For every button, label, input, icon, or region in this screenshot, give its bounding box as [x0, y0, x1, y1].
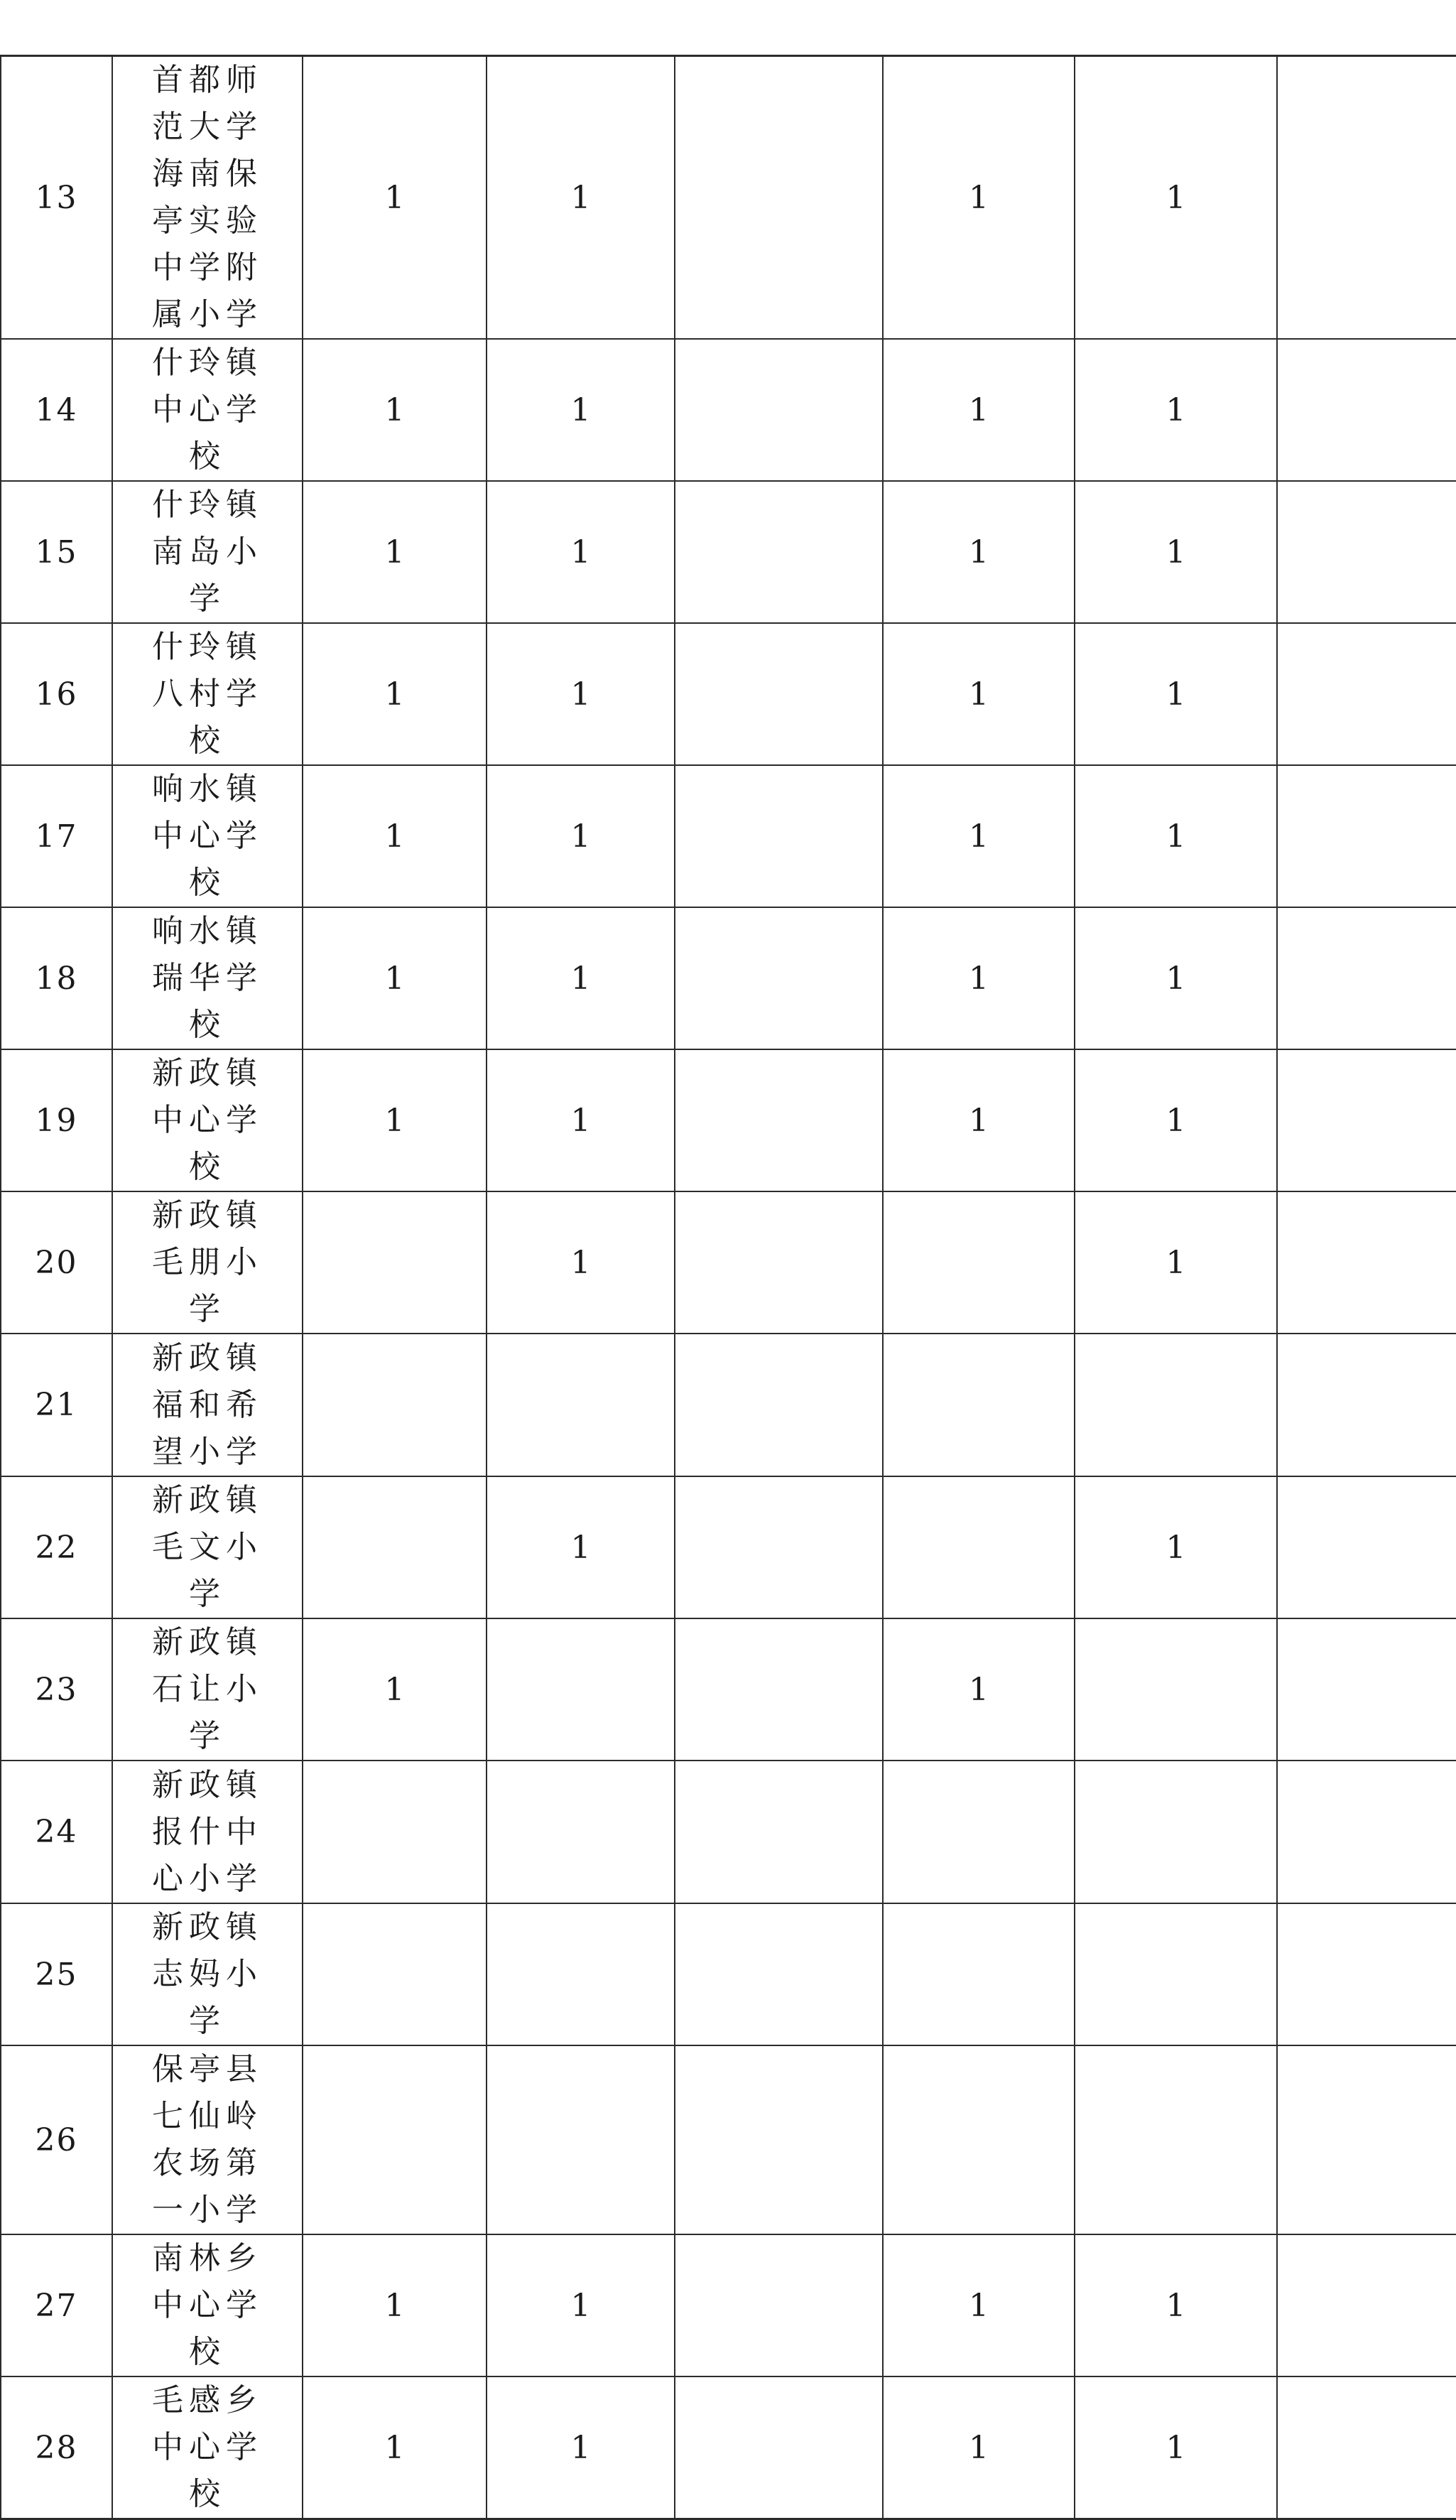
cell-col-4: [883, 1761, 1075, 1903]
cell-col-6: [1277, 481, 1456, 623]
row-number: 26: [1, 2045, 112, 2234]
table-row: [1, 623, 1456, 765]
cell-col-6: [1277, 1334, 1456, 1476]
school-name: [112, 481, 303, 623]
cell-col-5: 1: [1075, 1049, 1277, 1191]
school-name-text: 什玲镇中心学校: [152, 345, 263, 475]
cell-col-5: 1: [1075, 1191, 1277, 1334]
cell-col-6: [1277, 1761, 1456, 1903]
school-name: [112, 2234, 303, 2376]
cell-col-5: [1075, 1618, 1277, 1761]
cell-col-4: [883, 1334, 1075, 1476]
cell-col-1: [303, 1191, 487, 1334]
school-allocation-table: [0, 55, 1456, 2520]
cell-col-1: 1: [303, 1049, 487, 1191]
row-number: 18: [1, 907, 112, 1049]
cell-col-6: [1277, 56, 1456, 340]
cell-col-1: 1: [303, 2376, 487, 2519]
row-number: 21: [1, 1334, 112, 1476]
school-name-text: 新政镇毛朋小学: [152, 1197, 263, 1327]
row-number: 27: [1, 2234, 112, 2376]
cell-col-2: 1: [487, 2376, 675, 2519]
cell-col-3: [675, 765, 883, 907]
cell-col-1: [303, 1334, 487, 1476]
cell-col-1: 1: [303, 765, 487, 907]
cell-col-5: [1075, 1334, 1277, 1476]
cell-col-6: [1277, 1618, 1456, 1761]
cell-col-6: [1277, 339, 1456, 481]
cell-col-3: [675, 481, 883, 623]
table-row: [1, 1903, 1456, 2045]
cell-col-3: [675, 1049, 883, 1191]
table-row: [1, 1476, 1456, 1618]
school-name: [112, 1334, 303, 1476]
school-name: [112, 339, 303, 481]
school-name: [112, 907, 303, 1049]
cell-col-5: 1: [1075, 56, 1277, 340]
table-row: [1, 1334, 1456, 1476]
cell-col-1: 1: [303, 56, 487, 340]
cell-col-5: [1075, 2045, 1277, 2234]
cell-col-5: 1: [1075, 623, 1277, 765]
cell-col-6: [1277, 2045, 1456, 2234]
cell-col-3: [675, 56, 883, 340]
school-name: [112, 623, 303, 765]
cell-col-4: 1: [883, 623, 1075, 765]
table-row: [1, 2234, 1456, 2376]
row-number: 14: [1, 339, 112, 481]
table-row: [1, 907, 1456, 1049]
cell-col-6: [1277, 623, 1456, 765]
table-row: [1, 1618, 1456, 1761]
cell-col-1: 1: [303, 2234, 487, 2376]
row-number: 13: [1, 56, 112, 340]
school-name-text: 响水镇瑞华学校: [152, 913, 263, 1043]
cell-col-1: 1: [303, 623, 487, 765]
cell-col-6: [1277, 2376, 1456, 2519]
cell-col-3: [675, 1761, 883, 1903]
school-name: [112, 1191, 303, 1334]
cell-col-4: [883, 1903, 1075, 2045]
row-number: 25: [1, 1903, 112, 2045]
cell-col-3: [675, 2376, 883, 2519]
cell-col-3: [675, 1334, 883, 1476]
cell-col-4: 1: [883, 339, 1075, 481]
table-row: [1, 1761, 1456, 1903]
row-number: 22: [1, 1476, 112, 1618]
table-row: [1, 1049, 1456, 1191]
school-name-text: 新政镇志妈小学: [152, 1909, 263, 2039]
cell-col-5: [1075, 1903, 1277, 2045]
school-name-text: 毛感乡中心学校: [152, 2382, 263, 2512]
row-number: 23: [1, 1618, 112, 1761]
table-row: [1, 56, 1456, 340]
cell-col-2: 1: [487, 339, 675, 481]
school-name-text: 保亭县七仙岭农场第一小学: [152, 2051, 263, 2228]
school-name: [112, 2045, 303, 2234]
cell-col-6: [1277, 907, 1456, 1049]
school-name: [112, 765, 303, 907]
cell-col-2: 1: [487, 907, 675, 1049]
table-row: [1, 339, 1456, 481]
cell-col-5: 1: [1075, 907, 1277, 1049]
cell-col-2: 1: [487, 765, 675, 907]
cell-col-5: 1: [1075, 2376, 1277, 2519]
row-number: 20: [1, 1191, 112, 1334]
cell-col-2: 1: [487, 1476, 675, 1618]
cell-col-6: [1277, 1049, 1456, 1191]
row-number: 15: [1, 481, 112, 623]
cell-col-5: 1: [1075, 481, 1277, 623]
cell-col-2: 1: [487, 56, 675, 340]
cell-col-3: [675, 2045, 883, 2234]
cell-col-1: [303, 2045, 487, 2234]
table-row: [1, 2045, 1456, 2234]
cell-col-1: 1: [303, 907, 487, 1049]
cell-col-3: [675, 2234, 883, 2376]
cell-col-1: [303, 1903, 487, 2045]
school-name: [112, 1049, 303, 1191]
table-row: [1, 481, 1456, 623]
school-name-text: 新政镇毛文小学: [152, 1482, 263, 1612]
cell-col-2: 1: [487, 623, 675, 765]
cell-col-4: 1: [883, 765, 1075, 907]
cell-col-2: 1: [487, 2234, 675, 2376]
cell-col-4: 1: [883, 1049, 1075, 1191]
cell-col-1: [303, 1761, 487, 1903]
cell-col-4: 1: [883, 907, 1075, 1049]
school-name-text: 新政镇报什中心小学: [152, 1766, 263, 1897]
cell-col-5: [1075, 1761, 1277, 1903]
school-name-text: 南林乡中心学校: [152, 2240, 263, 2370]
cell-col-5: 1: [1075, 339, 1277, 481]
cell-col-5: 1: [1075, 2234, 1277, 2376]
school-name: [112, 2376, 303, 2519]
cell-col-3: [675, 1903, 883, 2045]
cell-col-4: 1: [883, 56, 1075, 340]
cell-col-4: 1: [883, 481, 1075, 623]
cell-col-6: [1277, 1903, 1456, 2045]
cell-col-4: [883, 1476, 1075, 1618]
cell-col-4: 1: [883, 2376, 1075, 2519]
cell-col-1: 1: [303, 1618, 487, 1761]
cell-col-6: [1277, 765, 1456, 907]
cell-col-2: [487, 1618, 675, 1761]
cell-col-3: [675, 907, 883, 1049]
school-name: [112, 1476, 303, 1618]
school-name-text: 新政镇福和希望小学: [152, 1339, 263, 1470]
table-row: [1, 2376, 1456, 2519]
cell-col-2: [487, 2045, 675, 2234]
cell-col-2: 1: [487, 481, 675, 623]
cell-col-6: [1277, 1476, 1456, 1618]
cell-col-3: [675, 1476, 883, 1618]
cell-col-3: [675, 1191, 883, 1334]
cell-col-5: 1: [1075, 765, 1277, 907]
cell-col-4: [883, 2045, 1075, 2234]
cell-col-2: 1: [487, 1049, 675, 1191]
cell-col-2: [487, 1334, 675, 1476]
school-name: [112, 1761, 303, 1903]
cell-col-1: [303, 1476, 487, 1618]
school-name: [112, 56, 303, 340]
cell-col-5: 1: [1075, 1476, 1277, 1618]
cell-col-2: 1: [487, 1191, 675, 1334]
cell-col-3: [675, 339, 883, 481]
cell-col-6: [1277, 1191, 1456, 1334]
school-name-text: 新政镇石让小学: [152, 1624, 263, 1754]
row-number: 24: [1, 1761, 112, 1903]
row-number: 19: [1, 1049, 112, 1191]
school-name-text: 首都师范大学海南保亭实验中学附属小学: [152, 62, 263, 332]
cell-col-6: [1277, 2234, 1456, 2376]
row-number: 17: [1, 765, 112, 907]
table-row: [1, 765, 1456, 907]
row-number: 16: [1, 623, 112, 765]
table-row: [1, 1191, 1456, 1334]
school-name-text: 响水镇中心学校: [152, 771, 263, 901]
school-name: [112, 1618, 303, 1761]
cell-col-1: 1: [303, 481, 487, 623]
school-name: [112, 1903, 303, 2045]
row-number: 28: [1, 2376, 112, 2519]
school-name-text: 什玲镇八村学校: [152, 629, 263, 759]
school-name-text: 什玲镇南岛小学: [152, 487, 263, 617]
cell-col-2: [487, 1761, 675, 1903]
school-name-text: 新政镇中心学校: [152, 1055, 263, 1185]
cell-col-2: [487, 1903, 675, 2045]
cell-col-3: [675, 623, 883, 765]
cell-col-4: 1: [883, 2234, 1075, 2376]
cell-col-4: 1: [883, 1618, 1075, 1761]
cell-col-4: [883, 1191, 1075, 1334]
cell-col-3: [675, 1618, 883, 1761]
cell-col-1: 1: [303, 339, 487, 481]
